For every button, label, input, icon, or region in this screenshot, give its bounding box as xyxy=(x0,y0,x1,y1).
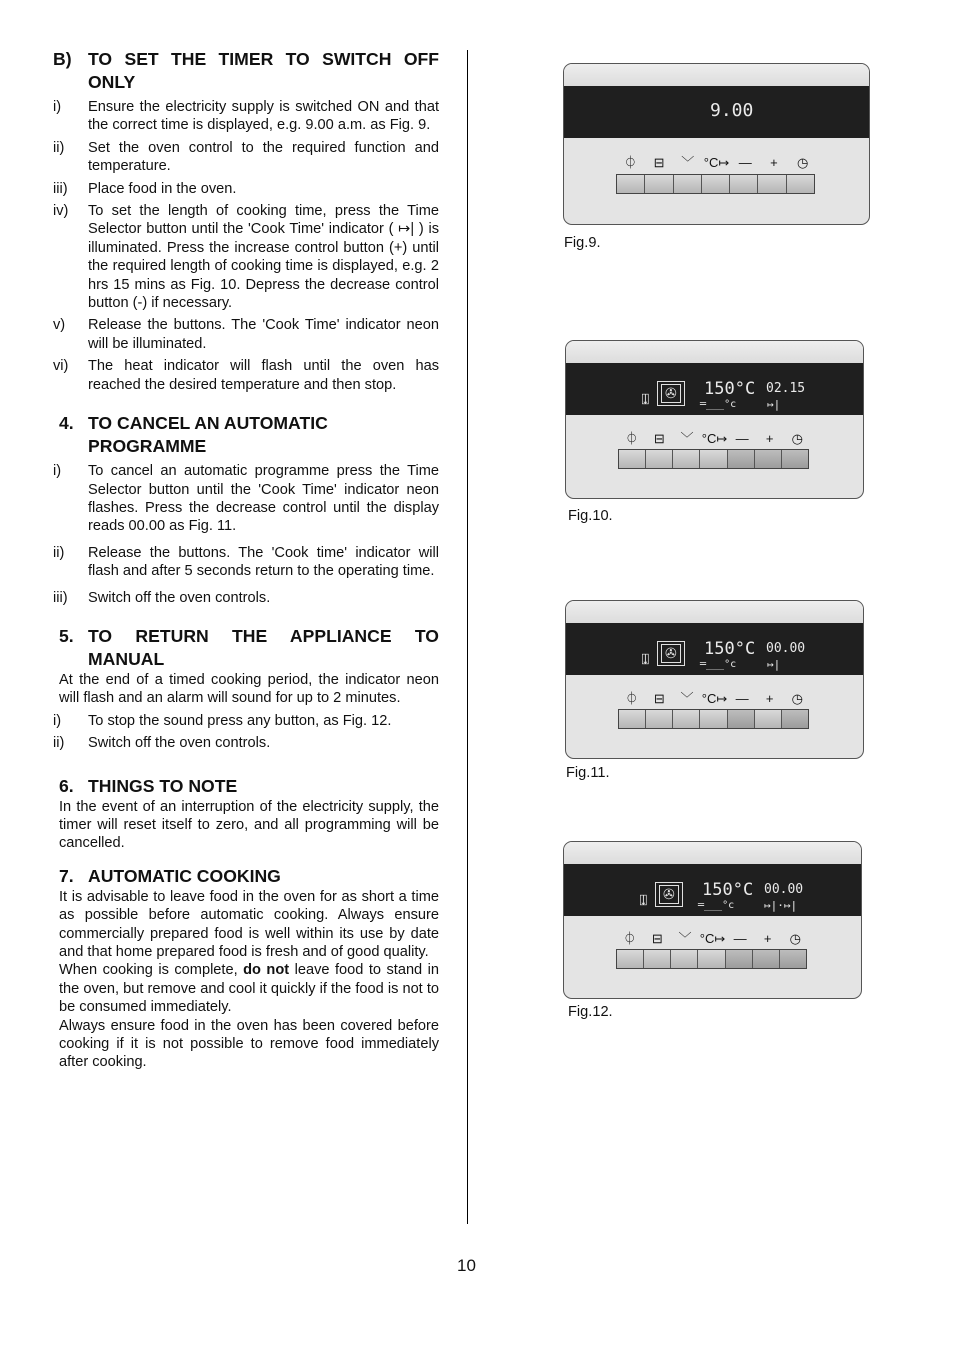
figure-10-control-panel xyxy=(565,340,864,499)
time-readout: 02.15 xyxy=(766,381,806,396)
plus-icon: + xyxy=(765,431,774,446)
timer-button[interactable] xyxy=(780,950,806,968)
section-7-paragraph-3: Always ensure food in the oven has been covered before cooking if it is not possible to remove food immediately after cooking. xyxy=(59,1017,439,1071)
plus-button[interactable] xyxy=(753,950,780,968)
function-icon: ⊟ xyxy=(653,691,665,706)
plus-icon: + xyxy=(770,155,778,170)
fan-icon: ✇ xyxy=(655,882,683,907)
section-title: THINGS TO NOTE xyxy=(88,775,238,796)
section-4-heading xyxy=(59,412,439,458)
section-b-heading xyxy=(53,48,439,94)
clock-icon: ◷ xyxy=(791,431,803,446)
temperature-icon: °C↦ xyxy=(701,691,728,706)
chevron-down-icon: ﹀ xyxy=(680,691,694,706)
section-title: TO CANCEL AN AUTOMATIC PROGRAMME xyxy=(88,413,328,457)
list-item: v) Release the buttons. The 'Cook Time' indicator neon will be illuminated. xyxy=(53,317,439,352)
list-item: iii) Place food in the oven. xyxy=(53,180,237,197)
chevron-down-icon: ﹀ xyxy=(678,931,692,946)
figure-9-control-panel xyxy=(563,63,870,225)
minus-icon: — xyxy=(735,691,749,706)
temperature-readout: 150°C xyxy=(702,880,754,900)
column-divider xyxy=(467,50,468,1224)
down-button[interactable] xyxy=(674,175,702,193)
list-item: ii) Release the buttons. The 'Cook time' indicator will flash and after 5 seconds return to the operating time. xyxy=(53,544,439,580)
clock-icon: ◷ xyxy=(797,155,809,170)
figure-caption: Fig.12. xyxy=(568,1004,613,1020)
down-button[interactable] xyxy=(673,450,700,468)
section-5-list xyxy=(53,712,439,753)
text-column xyxy=(53,48,439,1072)
minus-icon: — xyxy=(735,431,749,446)
time-readout: 9.00 xyxy=(710,100,754,121)
plus-button[interactable] xyxy=(755,710,782,728)
section-4-list xyxy=(53,462,439,607)
list-item: i) To stop the sound press any button, as Fig. 12. xyxy=(53,712,392,729)
page-number: 10 xyxy=(457,1256,476,1275)
section-7-heading xyxy=(59,865,439,888)
function-button[interactable] xyxy=(645,175,673,193)
down-button[interactable] xyxy=(671,950,698,968)
minus-button[interactable] xyxy=(730,175,758,193)
temperature-button[interactable] xyxy=(700,450,727,468)
section-5-paragraph: At the end of a timed cooking period, the indicator neon will flash and an alarm will sound for up to 2 minutes. xyxy=(59,671,439,707)
temperature-readout: 150°C xyxy=(704,639,756,659)
temperature-bar: ═___°c xyxy=(700,399,737,410)
power-button[interactable] xyxy=(617,175,645,193)
function-icon: ⊟ xyxy=(653,155,665,170)
fan-icon: ✇ xyxy=(657,641,685,666)
section-number: B) xyxy=(53,49,72,69)
power-icon: ⏀ xyxy=(623,155,637,170)
display-screen xyxy=(566,363,863,415)
time-readout: 00.00 xyxy=(764,882,804,897)
minus-icon: — xyxy=(738,155,752,170)
temperature-icon: °C↦ xyxy=(703,155,730,170)
button-strip xyxy=(616,949,807,969)
timer-button[interactable] xyxy=(782,710,808,728)
function-icon: ⊟ xyxy=(653,431,665,446)
chevron-down-icon: ﹀ xyxy=(680,431,694,446)
plus-button[interactable] xyxy=(755,450,782,468)
down-arrow-icon: ⍗ xyxy=(642,393,649,406)
timer-button[interactable] xyxy=(787,175,814,193)
display-screen xyxy=(564,86,869,138)
down-arrow-icon: ⍗ xyxy=(640,894,647,907)
temperature-button[interactable] xyxy=(700,710,727,728)
minus-icon: — xyxy=(733,931,747,946)
fan-icon: ✇ xyxy=(657,381,685,406)
button-icons xyxy=(616,931,809,947)
power-icon: ⏀ xyxy=(623,931,637,946)
figure-caption: Fig.11. xyxy=(566,765,610,781)
power-icon: ⏀ xyxy=(625,691,639,706)
figure-11-control-panel xyxy=(565,600,864,759)
power-icon: ⏀ xyxy=(625,431,639,446)
plus-icon: + xyxy=(763,931,772,946)
minus-button[interactable] xyxy=(728,710,755,728)
display-screen xyxy=(564,864,861,916)
temperature-bar: ═___°c xyxy=(700,659,737,670)
figure-caption: Fig.9. xyxy=(564,235,601,251)
temperature-bar: ═___°c xyxy=(698,900,735,911)
list-item: iii) Switch off the oven controls. xyxy=(53,589,271,606)
plus-button[interactable] xyxy=(758,175,786,193)
clock-icon: ◷ xyxy=(789,931,801,946)
chevron-down-icon: ﹀ xyxy=(681,155,695,170)
figure-12-control-panel xyxy=(563,841,862,999)
minus-button[interactable] xyxy=(726,950,753,968)
section-number: 4. xyxy=(59,413,74,434)
button-icons xyxy=(616,155,817,171)
section-6-paragraph: In the event of an interruption of the electricity supply, the timer will reset itself to zero, and all programming will be cancelled. xyxy=(59,798,439,852)
time-readout: 00.00 xyxy=(766,641,806,656)
section-7-paragraph-1: It is advisable to leave food in the oven for as short a time as possible before automatic cooking. Always ensure commercially prepared food is well within its use by date and that home prepared food is fresh and of good quality. xyxy=(59,888,439,960)
down-arrow-icon: ⍗ xyxy=(642,653,649,666)
clock-icon: ◷ xyxy=(791,691,803,706)
section-7-paragraph-2: When cooking is complete, do not leave food to stand in the oven, but remove and cool it quickly if the food is not to be consumed immediately. xyxy=(59,962,440,1016)
button-strip xyxy=(616,174,815,194)
button-strip xyxy=(618,709,809,729)
button-icons xyxy=(618,431,811,447)
section-b-list xyxy=(53,98,439,394)
plus-icon: + xyxy=(765,691,774,706)
function-button[interactable] xyxy=(646,710,673,728)
cook-time-indicator: ↦|·↦| xyxy=(764,899,798,912)
list-item: ii) Set the oven control to the required function and temperature. xyxy=(53,139,439,175)
section-5-heading xyxy=(59,625,439,671)
display-screen xyxy=(566,623,863,675)
section-title: TO SET THE TIMER TO SWITCH OFF ONLY xyxy=(88,49,439,92)
figure-caption: Fig.10. xyxy=(568,508,613,524)
temperature-readout: 150°C xyxy=(704,379,756,399)
list-item: i) Ensure the electricity supply is switched ON and that the correct time is displayed, e.g. 9.00 a.m. as Fig. 9. xyxy=(53,99,439,134)
cook-time-indicator: ↦| xyxy=(767,658,781,671)
button-icons xyxy=(618,691,811,707)
temperature-button[interactable] xyxy=(698,950,725,968)
section-number: 7. xyxy=(59,865,74,886)
power-button[interactable] xyxy=(617,950,644,968)
section-title: TO RETURN THE APPLIANCE TO MANUAL xyxy=(88,625,439,669)
emphasis: do not xyxy=(243,962,290,979)
list-item: i) To cancel an automatic programme press the Time Selector button until the 'Cook Time' indicator neon flashes. Press the decrease control until the display reads 00.00 as Fig. 11. xyxy=(53,463,439,535)
button-strip xyxy=(618,449,809,469)
temperature-button[interactable] xyxy=(702,175,730,193)
section-6-heading xyxy=(59,775,439,798)
section-title: AUTOMATIC COOKING xyxy=(88,865,281,886)
list-item: ii) Switch off the oven controls. xyxy=(53,735,271,752)
timer-button[interactable] xyxy=(782,450,808,468)
section-number: 6. xyxy=(59,775,74,796)
list-item: vi) The heat indicator will flash until the oven has reached the desired temperature and then stop. xyxy=(53,358,439,393)
down-button[interactable] xyxy=(673,710,700,728)
function-button[interactable] xyxy=(646,450,673,468)
function-button[interactable] xyxy=(644,950,671,968)
function-icon: ⊟ xyxy=(651,931,663,946)
temperature-icon: °C↦ xyxy=(699,931,726,946)
cook-time-indicator: ↦| xyxy=(767,398,781,411)
section-number: 5. xyxy=(59,625,74,646)
list-item: iv) To set the length of cooking time, press the Time Selector button until the 'Cook Time' indicator ( ↦| ) is illuminated. Press the increase control button (+) until the required length of cooking time is displayed, e.g. 2 hrs 15 mins as Fig. 10. Depress the decrease control button (-) if necessary. xyxy=(53,203,439,312)
power-button[interactable] xyxy=(619,710,646,728)
temperature-icon: °C↦ xyxy=(701,431,728,446)
minus-button[interactable] xyxy=(728,450,755,468)
power-button[interactable] xyxy=(619,450,646,468)
